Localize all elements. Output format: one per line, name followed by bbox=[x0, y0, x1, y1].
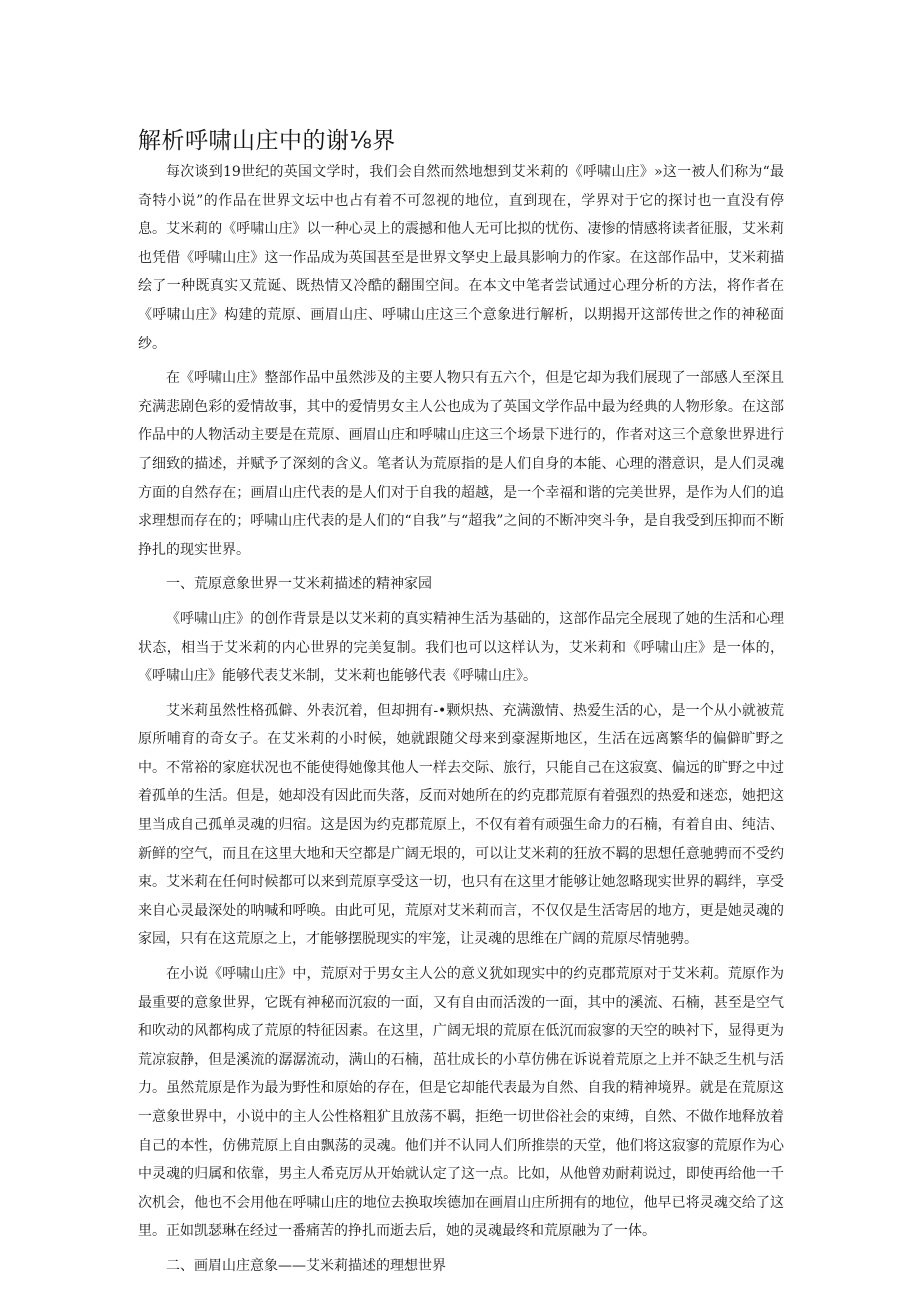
paragraph-background: 《呼啸山庄》的创作背景是以艾米莉的真实精神生活为基础的，这部作品完全展现了她的生活和心理状态，相当于艾米莉的内心世界的完美复制。我们也可以这样认为，艾米莉和《呼啸山庄》是一体的，《呼啸山庄》能够代表艾米制，艾米莉也能够代表《呼啸山庄》。 bbox=[138, 610, 784, 685]
paragraph-overview: 在《呼啸山庄》整部作品中虽然涉及的主要人物只有五六个，但是它却为我们展现了一部感人至深且充满悲剧色彩的爱情故事，其中的爱情男女主人公也成为了英国文学作品中最为经典的人物形象。在这部作品中的人物活动主要是在荒原、画眉山庄和呼啸山庄这三个场景下进行的，作者对这三个意象世界进行了细致的描述，并赋予了深刻的含义。笔者认为荒原指的是人们自身的本能、心理的潜意识，是人们灵魂方面的自然存在；画眉山庄代表的是人们对于自我的超越，是一个幸福和谐的完美世界，是作为人们的追求理想而存在的；呼啸山庄代表的是人们的“自我”与“超我”之间的不断冲突斗争，是自我受到压抑而不断挣扎的现实世界。 bbox=[138, 370, 784, 558]
paragraph-moor: 在小说《呼啸山庄》中，荒原对于男女主人公的意义犹如现实中的约克郡荒原对于艾米莉。荒原作为最重要的意象世界，它既有神秘而沉寂的一面，又有自由而活泼的一面，其中的溪流、石楠，甚至是空气和吹动的风都构成了荒原的特征因素。在这里，广阔无垠的荒原在低沉而寂寥的天空的映衬下，显得更为荒凉寂静，但是溪流的潺潺流动，满山的石楠，茁壮成长的小草仿佛在诉说着荒原之上并不缺乏生机与活力。虽然荒原是作为最为野性和原始的存在，但是它却能代表最为自然、自我的精神境界。就是在荒原这一意象世界中，小说中的主人公性格粗犷且放荡不羁，拒绝一切世俗社会的束缚，自然、不做作地释放着自己的本性，仿佛荒原上自由飘荡的灵魂。他们并不认同人们所推崇的天堂，他们将这寂寥的荒原作为心中灵魂的归属和依靠，男主人希克厉从开始就认定了这一点。比如，从他曾劝耐莉说过，即使再给他一千次机会，他也不会用他在呼啸山庄的地位去换取埃德加在画眉山庄所拥有的地位，他早已将灵魂交给了这里。正如凯瑟琳在经过一番痛苦的挣扎而逝去后，她的灵魂最终和荒原融为了一体。 bbox=[138, 966, 784, 1240]
paragraph-intro: 每次谈到19世纪的英国文学时，我们会自然而然地想到艾米莉的《呼啸山庄》»这一被人们称为“最奇特小说”的作品在世界文坛中也占有着不可忽视的地位，直到现在，学界对于它的探讨也一直没有停息。艾米莉的《呼啸山庄》以一种心灵上的震撼和他人无可比拟的忧伤、凄惨的情感将读者征服，艾米莉也凭借《呼啸山庄》这一作品成为英国甚至是世界文孥史上最具影响力的作家。在这部作品中，艾米莉描绘了一种既真实又荒诞、既热情又冷酷的翻围空间。在本文中笔者尝试通过心理分析的方法，将作者在《呼啸山庄》构建的荒原、画眉山庄、呼啸山庄这三个意象进行解析，以期揭开这部传世之作的神秘面纱。 bbox=[138, 164, 784, 352]
document-title: 解析呼啸山庄中的谢⅛界 bbox=[138, 128, 396, 154]
paragraph-emily: 艾米莉虽然性格孤僻、外表沉着，但却拥有-•颗炽热、充满激情、热爱生活的心，是一个从小就被荒原所哺育的奇女子。在艾米莉的小时候，她就跟随父母来到豪渥斯地区，生活在远离繁华的偏僻旷野之中。不常裕的家庭状况也不能使得她像其他人一样去交际、旅行，只能自己在这寂寞、偏远的旷野之中过着孤单的生活。但是，她却没有因此而失落，反而对她所在的约克郡荒原有着强烈的热爱和迷恋，她把这里当成自己孤单灵魂的归宿。这是因为约克郡荒原上，不仅有着有顽强生命力的石楠，有着自由、纯洁、新鲜的空气，而且在这里大地和天空都是广阔无垠的，可以让艾米莉的狂放不羁的思想任意驰骋而不受约束。艾米莉在任何时候都可以来到荒原享受这一切，也只有在这里才能够让她忽略现实世界的羁绊，享受来自心灵最深处的呐喊和呼唤。由此可见，荒原对艾米莉而言，不仅仅是生活寄居的地方，更是她灵魂的家园，只有在这荒原之上，才能够摆脱现实的牢笼，让灵魂的思维在广阔的荒原尽情驰骋。 bbox=[138, 702, 784, 948]
section-heading-2: 二、画眉山庄意象——艾米莉描述的理想世界 bbox=[166, 1257, 446, 1274]
document-body bbox=[138, 158, 784, 1287]
section-heading-1: 一、荒原意象世界一艾米莉描述的精神家园 bbox=[166, 576, 432, 593]
